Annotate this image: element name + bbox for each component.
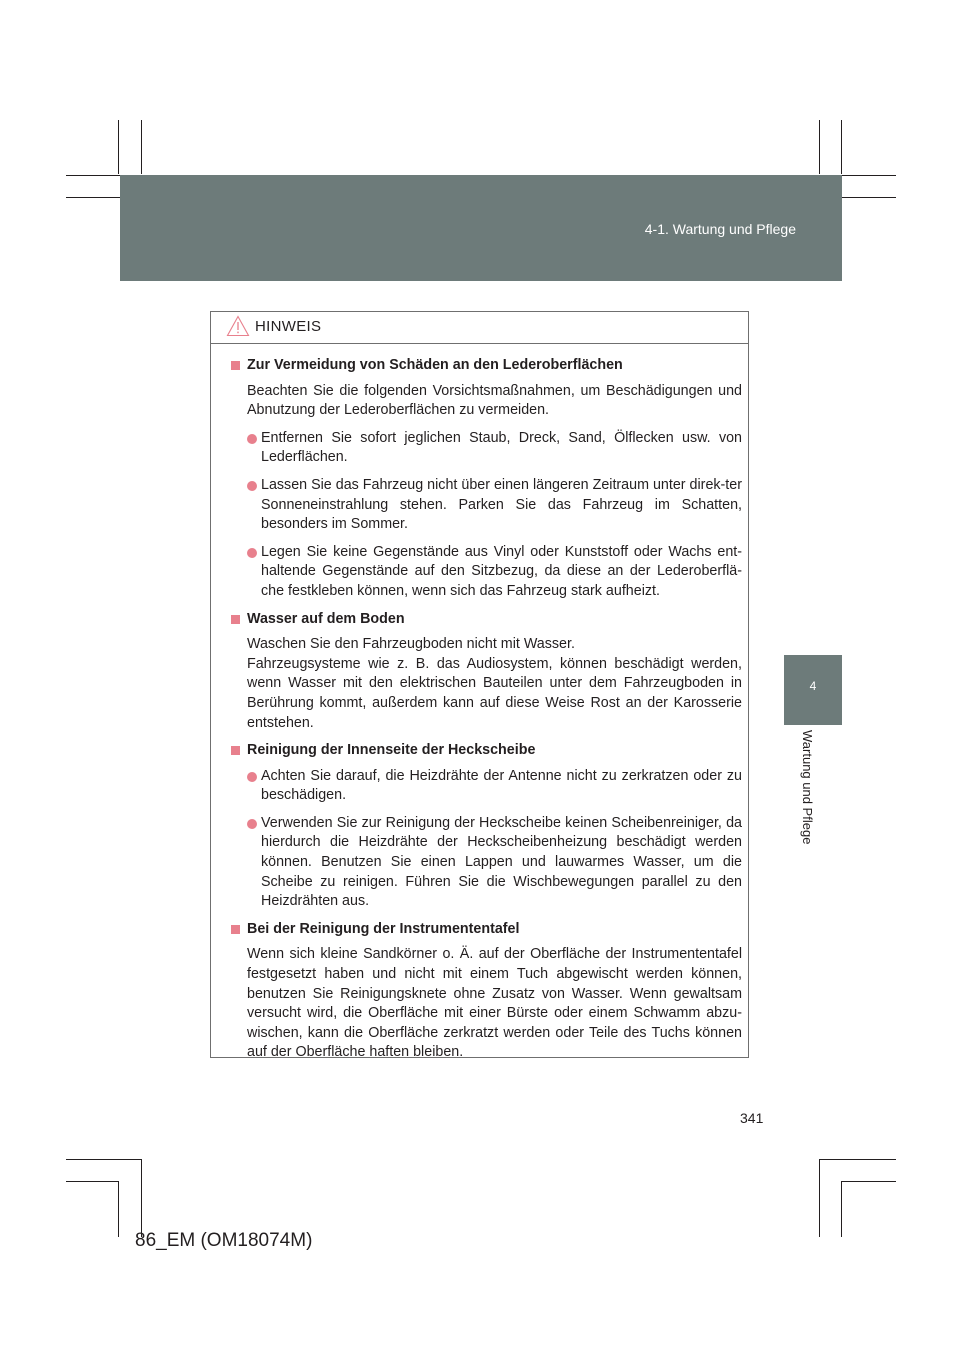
notice-section xyxy=(229,741,742,912)
notice-box xyxy=(210,311,749,1061)
chapter-label-text: Wartung und Pflege xyxy=(800,730,815,845)
square-bullet-icon xyxy=(231,361,240,370)
warning-triangle-icon xyxy=(226,315,250,337)
crop-mark xyxy=(841,1181,842,1237)
list-item-text: Verwenden Sie zur Reinigung der Heckscheibe keinen Scheibenreiniger, da hierdurch die Heizdrähte der Heckscheibenheizung beschädigt werden können. Benutzen Sie einen Lappen und lauwarmes Wasser, um die Scheibe zu reinigen. Führen Sie die Wischbewegungen parallel zu den Heizdrähten aus. xyxy=(261,814,742,910)
square-bullet-icon xyxy=(231,615,240,624)
section-heading-text: Reinigung der Innenseite der Heckscheibe xyxy=(247,742,536,759)
square-bullet-icon xyxy=(231,925,240,934)
chapter-number: 4 xyxy=(809,679,817,693)
circle-bullet-icon xyxy=(247,434,257,444)
notice-section xyxy=(229,610,742,734)
list-item-text: Legen Sie keine Gegenstände aus Vinyl oder Kunststoff oder Wachs ent-haltende Gegenstände auf den Sitzbezug, da diese an der Lederoberflä-che festkleben können, wenn sich das Fahrzeug stark aufheizt. xyxy=(261,543,742,599)
section-heading-text: Zur Vermeidung von Schäden an den Lederoberflächen xyxy=(247,357,623,373)
crop-mark xyxy=(819,1159,896,1160)
notice-title: HINWEIS xyxy=(255,318,322,335)
section-heading xyxy=(229,610,742,630)
paragraph: Beachten Sie die folgenden Vorsichtsmaßnahmen, um Beschädigungen und Abnutzung der Lederoberflächen zu vermeiden. xyxy=(247,382,742,419)
section-heading xyxy=(229,356,742,376)
list-item-text: Lassen Sie das Fahrzeug nicht über einen längeren Zeitraum unter direk-ter Sonneneinstrahlung stehen. Parken Sie das Fahrzeug im Schatten, besonders im Sommer. xyxy=(261,476,742,533)
crop-mark xyxy=(66,197,120,198)
crop-mark xyxy=(118,1181,119,1237)
crop-mark xyxy=(118,120,119,174)
chapter-label xyxy=(784,730,842,890)
section-heading xyxy=(229,741,742,761)
paragraph: Fahrzeugsysteme wie z. B. das Audiosystem, können beschädigt werden, wenn Wasser mit den elektrischen Bauteilen unter dem Fahrzeugboden in Berührung kommt, außerdem kann auf diese Weise Rost an der Karosserie entstehen. xyxy=(247,655,742,731)
square-bullet-icon xyxy=(231,746,240,755)
circle-bullet-icon xyxy=(247,819,257,829)
list-item xyxy=(229,429,742,468)
list-item xyxy=(229,543,742,602)
crop-mark xyxy=(66,175,120,176)
crop-mark xyxy=(66,1159,141,1160)
chapter-tab xyxy=(784,655,842,725)
crop-mark xyxy=(841,120,842,174)
section-heading xyxy=(229,920,742,940)
section-heading-text: Wasser auf dem Boden xyxy=(247,610,405,627)
crop-mark xyxy=(141,1159,142,1237)
crop-mark xyxy=(819,120,820,174)
crop-mark xyxy=(842,175,896,176)
notice-header xyxy=(211,312,748,344)
document-code: 86_EM (OM18074M) xyxy=(135,1230,313,1251)
crop-mark xyxy=(842,197,896,198)
list-item xyxy=(229,476,742,535)
list-item xyxy=(229,767,742,806)
paragraph: Wenn sich kleine Sandkörner o. Ä. auf der Oberfläche der Instrumententafel festgesetzt haben und nicht mit einem Tuch abgewischt werden können, benutzen Sie Reinigungsknete ohne Zusatz von Wasser. Wenn gewaltsam versucht wird, die Oberfläche mit einer Bürste oder einem Schwamm abzu-wischen, kann die Oberfläche zerkratzt werden oder Teile des Tuchs können auf der Oberfläche haften bleiben. xyxy=(247,946,742,1061)
crop-mark xyxy=(842,1181,896,1182)
page-number: 341 xyxy=(740,1110,764,1126)
list-item-text: Entfernen Sie sofort jeglichen Staub, Dreck, Sand, Ölflecken usw. von Lederflächen. xyxy=(261,429,742,466)
section-heading-text: Bei der Reinigung der Instrumententafel xyxy=(247,920,520,937)
circle-bullet-icon xyxy=(247,481,257,491)
crop-mark xyxy=(66,1181,118,1182)
list-item-text: Achten Sie darauf, die Heizdrähte der Antenne nicht zu zerkratzen oder zu beschädigen. xyxy=(261,767,742,804)
circle-bullet-icon xyxy=(247,548,257,558)
crop-mark xyxy=(819,1159,820,1237)
crop-mark xyxy=(141,120,142,174)
paragraph: Waschen Sie den Fahrzeugboden nicht mit Wasser. xyxy=(247,636,575,653)
notice-section xyxy=(229,356,742,602)
section-title: 4-1. Wartung und Pflege xyxy=(644,221,796,237)
notice-section xyxy=(229,920,742,1063)
list-item xyxy=(229,814,742,912)
notice-body xyxy=(211,344,748,1063)
circle-bullet-icon xyxy=(247,772,257,782)
header-band xyxy=(120,175,842,281)
